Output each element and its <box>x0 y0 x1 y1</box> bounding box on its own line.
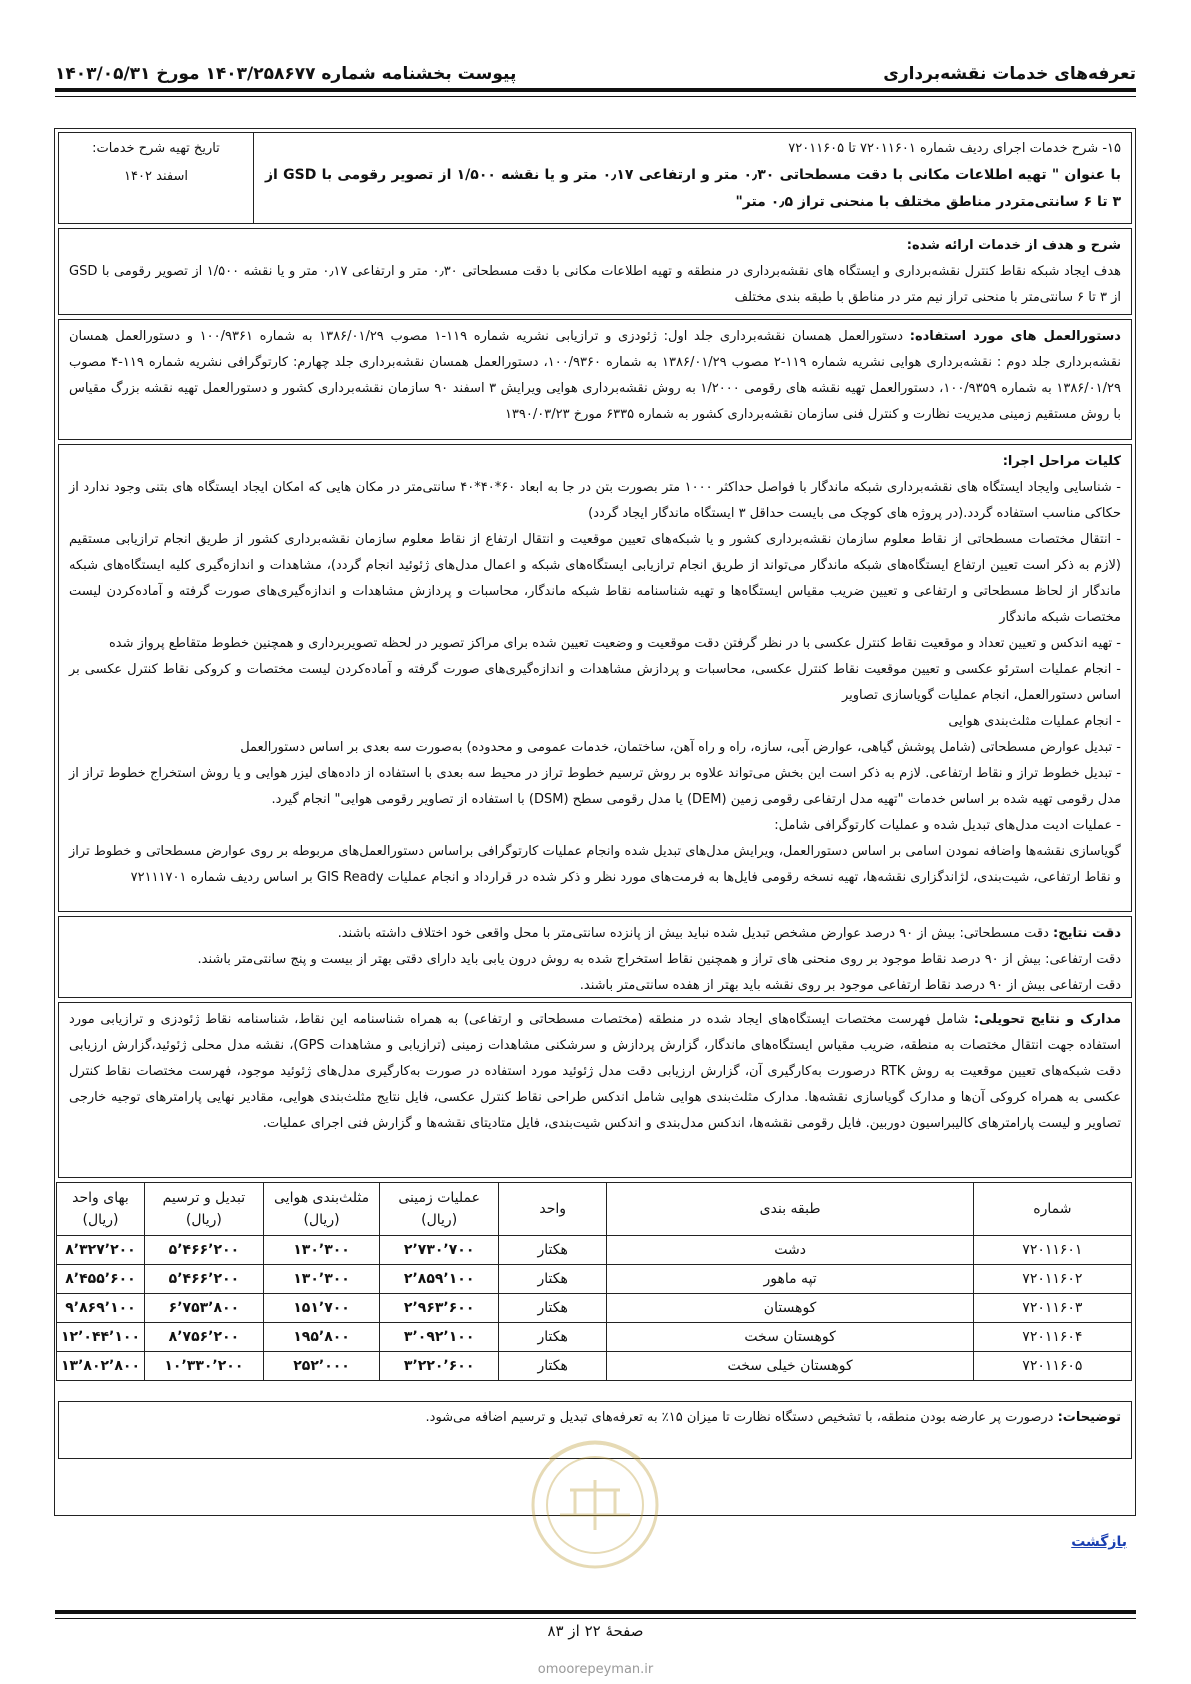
cell-convert: ۵٬۴۶۶٬۲۰۰ <box>145 1265 264 1294</box>
footer-rule-thin <box>55 1618 1136 1619</box>
cell-aerial: ۱۳۰٬۳۰۰ <box>263 1265 380 1294</box>
step-item: - شناسایی وایجاد ایستگاه های نقشه‌برداری شبکه ماندگار با فواصل حداکثر ۱۰۰۰ متر بصورت بتن در جا به ابعاد ۶۰*۴۰*۴۰ سانتی‌متر در مکان هایی که امکان ایجاد ایستگاه های بتنی وجود ندارد از حکاکی مناسب استفاده گردد.(در پروژه های کوچک می بایست حداقل ۳ ایستگاه ماندگار ایجاد گردد) <box>69 480 1121 521</box>
cell-convert: ۶٬۷۵۳٬۸۰۰ <box>145 1294 264 1323</box>
deliverables-section <box>58 1002 1132 1178</box>
cell-aerial: ۱۹۵٬۸۰۰ <box>263 1323 380 1352</box>
service-date-value: اسفند ۱۴۰۲ <box>124 169 188 184</box>
cell-convert: ۵٬۴۶۶٬۲۰۰ <box>145 1236 264 1265</box>
service-number-line: ۱۵- شرح خدمات اجرای ردیف شماره ۷۲۰۱۱۶۰۱ تا ۷۲۰۱۱۶۰۵ <box>788 141 1121 156</box>
table-row <box>57 1352 1132 1381</box>
header-rule-thin <box>55 96 1136 97</box>
cell-unit: هکتار <box>498 1323 606 1352</box>
steps-section <box>58 444 1132 912</box>
cell-unit-price: ۱۳٬۸۰۲٬۸۰۰ <box>57 1352 145 1381</box>
cell-class: دشت <box>607 1236 973 1265</box>
standards-section <box>58 319 1132 440</box>
cell-class: کوهستان خیلی سخت <box>607 1352 973 1381</box>
cell-unit-price: ۹٬۸۶۹٬۱۰۰ <box>57 1294 145 1323</box>
step-item: - انتقال مختصات مسطحاتی از نقاط معلوم سازمان نقشه‌برداری کشور و یا شبکه‌های تعیین موقعیت و انتقال ارتفاع از نقاط معلوم سازمان نقشه‌برداری کشور از طریق انجام ترازیابی مستقیم (لازم به ذکر است تعیین ارتفاع ایستگاه‌های شبکه ماندگار می‌تواند از طریق انجام ترازیابی ایستگاه‌های شبکه و اعمال مدل‌های ژئوئید انجام گردد)، مشاهدات و اندازه‌گیری کلیه ایستگاه‌های شبکه ماندگار از لحاظ مسطحاتی و ارتفاعی و تعیین ضریب مقیاس ایستگاه‌ها و تهیه شناسنامه نقاط شبکه ماندگار، محاسبات و پردازش مشاهدات و اندازه‌گیری‌های صورت گرفته و آماده‌کردن لیست مختصات شبکه ماندگار <box>69 532 1121 625</box>
service-title: با عنوان " تهیه اطلاعات مکانی با دقت مسطحاتی ۰٫۳۰ متر و ارتفاعی ۰٫۱۷ متر و یا نقشه ۱/۵۰۰ از تصویر رقومی با GSD از ۳ تا ۶ سانتی‌متردر مناطق مختلف با منحنی تراز ۰٫۵ متر" <box>265 167 1121 210</box>
table-row <box>57 1265 1132 1294</box>
cell-convert: ۱۰٬۳۳۰٬۲۰۰ <box>145 1352 264 1381</box>
service-title-section <box>58 132 1132 224</box>
footer-rule-thick <box>55 1610 1136 1614</box>
back-link[interactable]: بازگشت <box>1071 1534 1127 1550</box>
step-item: گویاسازی نقشه‌ها واضافه نمودن اسامی بر اساس دستورالعمل، ویرایش مدل‌های تبدیل شده وانجام عملیات کارتوگرافی براساس دستورالعمل‌های مربوطه بر روی عوارض مسطحاتی و خطوط تراز و نقاط ارتفاعی، شیت‌بندی، لژاندگزاری نقشه‌ها، تهیه نسخه رقومی فایل‌ها به فرمت‌های مورد نظر و ذکر شده در قرارداد و انجام عملیات GIS Ready بر اساس ردیف شماره ۷۲۱۱۱۷۰۱ <box>69 844 1121 885</box>
col-header-class: طبقه بندی <box>607 1183 973 1236</box>
cell-ground: ۲٬۷۳۰٬۷۰۰ <box>380 1236 499 1265</box>
cell-unit-price: ۸٬۳۲۷٬۲۰۰ <box>57 1236 145 1265</box>
step-item: - عملیات ادیت مدل‌های تبدیل شده و عملیات کارتوگرافی شامل: <box>774 818 1121 833</box>
cell-code: ۷۲۰۱۱۶۰۴ <box>973 1323 1131 1352</box>
accuracy-line: دقت ارتفاعی: بیش از ۹۰ درصد نقاط موجود بر روی منحنی های تراز و همچنین نقاط استخراج شده به روش درون یابی باید دارای دقتی بهتر از بیست و پنج سانتی‌متر باشند. <box>197 952 1121 967</box>
cell-ground: ۳٬۰۹۲٬۱۰۰ <box>380 1323 499 1352</box>
cell-convert: ۸٬۷۵۶٬۲۰۰ <box>145 1323 264 1352</box>
cell-unit: هکتار <box>498 1294 606 1323</box>
content-frame <box>54 128 1136 1516</box>
table-row <box>57 1294 1132 1323</box>
col-header-unit-price: بهای واحد (ریال) <box>57 1183 145 1236</box>
cell-unit-price: ۱۲٬۰۴۴٬۱۰۰ <box>57 1323 145 1352</box>
notes-heading: توضیحات: <box>1057 1410 1121 1425</box>
step-item: - تبدیل خطوط تراز و نقاط ارتفاعی. لازم به ذکر است این بخش می‌تواند علاوه بر روش ترسیم خطوط تراز در محیط سه بعدی با استفاده از داده‌های لیزر هوایی و یا روش استخراج خطوط تراز از مدل رقومی تهیه شده بر اساس خدمات "تهیه مدل ارتفاعی رقومی زمین (DEM) یا مدل رقومی سطح (DSM) با استفاده از تصاویر رقومی هوایی" انجام گیرد. <box>69 766 1121 807</box>
cell-class: کوهستان سخت <box>607 1323 973 1352</box>
cell-ground: ۲٬۹۶۳٬۶۰۰ <box>380 1294 499 1323</box>
goal-heading: شرح و هدف از خدمات ارائه شده: <box>906 238 1121 253</box>
table-row <box>57 1323 1132 1352</box>
page-header <box>55 52 1136 84</box>
step-item: - تهیه اندکس و تعیین تعداد و موقعیت نقاط کنترل عکسی با در نظر گرفتن دقت موقعیت و وضعیت تعیین شده برای مراکز تصویر در لحظه تصویربرداری و همچنین خطوط متقاطع پرواز شده <box>108 636 1121 651</box>
cell-unit: هکتار <box>498 1265 606 1294</box>
watermark-seal-icon <box>520 1420 670 1580</box>
tariff-table <box>56 1182 1132 1381</box>
steps-heading: کلیات مراحل اجرا: <box>1002 454 1121 469</box>
page-number: صفحهٔ ۲۲ از ۸۳ <box>547 1622 644 1640</box>
cell-aerial: ۱۳۰٬۳۰۰ <box>263 1236 380 1265</box>
col-header-ground: عملیات زمینی (ریال) <box>380 1183 499 1236</box>
cell-code: ۷۲۰۱۱۶۰۲ <box>973 1265 1131 1294</box>
cell-aerial: ۱۵۱٬۷۰۰ <box>263 1294 380 1323</box>
cell-class: تپه ماهور <box>607 1265 973 1294</box>
goal-section <box>58 228 1132 315</box>
col-header-unit: واحد <box>498 1183 606 1236</box>
col-header-convert: تبدیل و ترسیم (ریال) <box>145 1183 264 1236</box>
goal-text: هدف ایجاد شبکه نقاط کنترل نقشه‌برداری و ایستگاه های نقشه‌برداری در منطقه و تهیه اطلاعات مکانی با دقت مسطحاتی ۰٫۳۰ متر و ارتفاعی ۰٫۱۷ متر و یا نقشه ۱/۵۰۰ از تصویر رقومی با GSD از ۳ تا ۶ سانتی‌متر با منحنی تراز نیم متر در مناطق با طبقه بندی مختلف <box>69 264 1121 305</box>
notes-text: درصورت پر عارضه بودن منطقه، با تشخیص دستگاه نظارت تا میزان ۱۵٪ به تعرفه‌های تبدیل و ترسیم اضافه می‌شود. <box>425 1410 1054 1425</box>
cell-class: کوهستان <box>607 1294 973 1323</box>
accuracy-line: دقت ارتفاعی بیش از ۹۰ درصد نقاط ارتفاعی موجود بر روی نقشه باید بهتر از هفده سانتی‌متر باشند. <box>579 978 1121 993</box>
cell-unit: هکتار <box>498 1236 606 1265</box>
col-header-aerial: مثلث‌بندی هوایی (ریال) <box>263 1183 380 1236</box>
cell-unit-price: ۸٬۴۵۵٬۶۰۰ <box>57 1265 145 1294</box>
header-title-right: تعرفه‌های خدمات نقشه‌برداری <box>883 64 1136 84</box>
standards-text: دستورالعمل همسان نقشه‌برداری جلد اول: ژئودزی و ترازیابی نشریه شماره ۱۱۹-۱ مصوب ۱۳۸۶/۰۱/۲۹ به شماره ۱۰۰/۹۳۶۱ و دستورالعمل همسان نقشه‌برداری جلد دوم : نقشه‌برداری هوایی نشریه شماره ۱۱۹-۲ مصوب ۱۳۸۶/۰۱/۲۹ به شماره ۱۰۰/۹۳۶۰، دستورالعمل همسان نقشه‌برداری جلد چهارم: کارتوگرافی نشریه شماره ۱۱۹-۴ مصوب ۱۳۸۶/۰۱/۲۹ به شماره ۱۰۰/۹۳۵۹، دستورالعمل تهیه نقشه های رقومی ۱/۲۰۰۰ به روش نقشه‌برداری هوایی ویرایش ۳ اسفند ۹۰ سازمان نقشه‌برداری کشور و دستورالعمل تهیه نقشه بزرگ مقیاس با روش مستقیم زمینی مدیریت نظارت و کنترل فنی سازمان نقشه‌برداری کشور به شماره ۶۳۳۵ مورخ ۱۳۹۰/۰۳/۲۳ <box>69 329 1121 422</box>
accuracy-heading: دقت نتایج: <box>1053 926 1121 941</box>
service-date-label: تاریخ تهیه شرح خدمات: <box>92 141 220 156</box>
accuracy-section <box>58 916 1132 998</box>
cell-aerial: ۲۵۲٬۰۰۰ <box>263 1352 380 1381</box>
cell-code: ۷۲۰۱۱۶۰۵ <box>973 1352 1131 1381</box>
header-rule-thick <box>55 88 1136 92</box>
accuracy-line: دقت مسطحاتی: بیش از ۹۰ درصد عوارض مشخص تبدیل شده نباید بیش از پانزده سانتی‌متر با محل واقعی خود اختلاف داشته باشند. <box>337 926 1049 941</box>
cell-unit: هکتار <box>498 1352 606 1381</box>
service-description <box>255 133 1131 223</box>
step-item: - انجام عملیات مثلث‌بندی هوایی <box>948 714 1121 729</box>
cell-code: ۷۲۰۱۱۶۰۱ <box>973 1236 1131 1265</box>
standards-heading: دستورالعمل های مورد استفاده: <box>909 329 1121 344</box>
deliverables-heading: مدارک و نتایج تحویلی: <box>973 1012 1121 1027</box>
step-item: - تبدیل عوارض مسطحاتی (شامل پوشش گیاهی، عوارض آبی، سازه، راه و راه آهن، ساختمان، خدمات عمومی و محدوده) به‌صورت سه بعدی بر اساس دستورالعمل <box>240 740 1121 755</box>
table-header-row <box>57 1183 1132 1236</box>
cell-ground: ۳٬۲۲۰٬۶۰۰ <box>380 1352 499 1381</box>
site-watermark: omoorepeyman.ir <box>537 1662 654 1677</box>
header-title-left: پیوست بخشنامه شماره ۱۴۰۳/۲۵۸۶۷۷ مورخ ۱۴۰۳/۰۵/۳۱ <box>55 64 517 84</box>
cell-code: ۷۲۰۱۱۶۰۳ <box>973 1294 1131 1323</box>
col-header-code: شماره <box>973 1183 1131 1236</box>
deliverables-text: شامل فهرست مختصات ایستگاه‌های ایجاد شده در منطقه (مختصات مسطحاتی و ارتفاعی) به همراه شناسنامه این نقاط، شناسنامه نقاط ژئودزی و ترازیابی مورد استفاده جهت انتقال مختصات به منطقه، ضریب مقیاس ایستگاه‌های ماندگار، گزارش پردازش و سرشکنی مشاهدات زمینی (ترازیابی و مشاهدات GPS)، نقشه مدل محلی ژئوئید،گزارش ارزیابی دقت شبکه‌های تعیین موقعیت به روش RTK درصورت به‌کارگیری آن، گزارش ارزیابی دقت مدل ژئوئید مورد استفاده در صورت به‌کارگیری مدل‌های ژئوئید موجود، فهرست مختصات نقاط کنترل عکسی به همراه کروکی آن‌ها و مدارک گویاسازی نقشه‌ها. مدارک مثلث‌بندی هوایی شامل اندکس طراحی نقاط کنترل عکسی، فایل نتایج مثلث‌بندی هوایی، مقادیر نهایی پارامترهای توجیه خارجی تصاویر و لیست پارامترهای کالیبراسیون دوربین. فایل رقومی نقشه‌ها، اندکس مدل‌بندی و اندکس شیت‌بندی، فایل متادیتای نقشه‌ها و گزارش فنی اجرای عملیات. <box>69 1012 1121 1131</box>
cell-ground: ۲٬۸۵۹٬۱۰۰ <box>380 1265 499 1294</box>
step-item: - انجام عملیات استرئو عکسی و تعیین موقعیت نقاط کنترل عکسی، محاسبات و پردازش مشاهدات و اندازه‌گیری‌های صورت گرفته و آماده‌کردن لیست مختصات و کروکی نقاط کنترل عکسی بر اساس دستورالعمل، انجام عملیات گویاسازی تصاویر <box>69 662 1121 703</box>
service-date-box <box>59 133 254 223</box>
table-row <box>57 1236 1132 1265</box>
